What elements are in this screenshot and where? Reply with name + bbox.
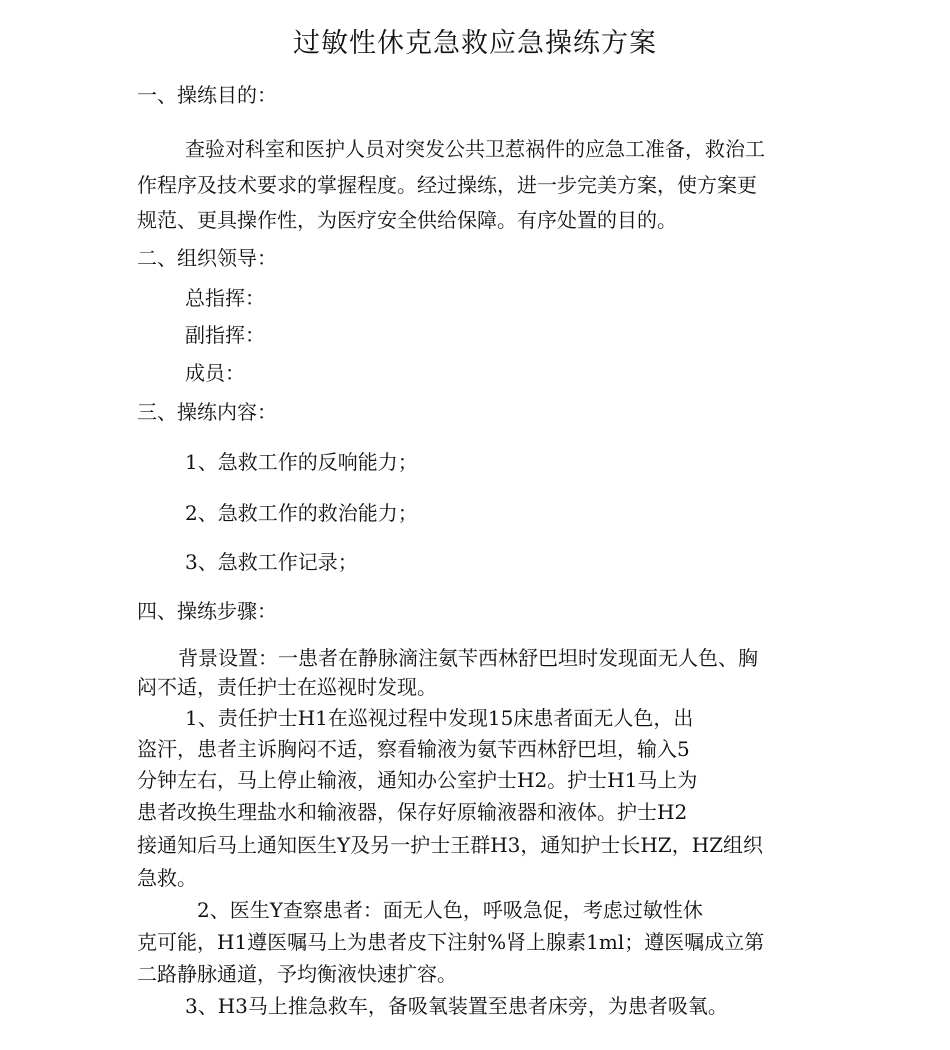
document-title: 过敏性休克急救应急操练方案 (293, 28, 657, 59)
content-item-2: 2、急救工作的救治能力； (185, 501, 418, 525)
background-setting-line: 闷不适，责任护士在巡视时发现。 (137, 675, 437, 699)
step-3-line: 3、H3马上推急救车，备吸氧装置至患者床旁，为患者吸氧。 (185, 994, 728, 1018)
step-2-line: 2、医生Y查察患者：面无人色，呼吸急促，考虑过敏性休 (197, 898, 703, 922)
content-item-3: 3、急救工作记录； (185, 550, 358, 574)
step-1-line: 分钟左右，马上停止输液，通知办公室护士H2。护士H1马上为 (137, 768, 698, 792)
step-1-line: 患者改换生理盐水和输液器，保存好原输液器和液体。护士H2 (137, 800, 688, 824)
section-1-paragraph-line: 规范、更具操作性，为医疗安全供给保障。有序处置的目的。 (137, 208, 677, 232)
section-1-paragraph-line: 查验对科室和医护人员对突发公共卫惹祸件的应急工准备，救治工 (185, 137, 765, 161)
vice-commander-label: 副指挥： (185, 323, 265, 347)
members-label: 成员： (185, 361, 245, 385)
step-2-line: 二路静脉通道，予均衡液快速扩容。 (137, 962, 457, 986)
section-1-heading: 一、操练目的： (137, 83, 277, 107)
section-2-heading: 二、组织领导： (137, 246, 277, 270)
step-1-line: 盗汗，患者主诉胸闷不适，察看输液为氨苄西林舒巴坦，输入5 (137, 737, 690, 761)
step-1-line: 接通知后马上通知医生Y及另一护士王群H3，通知护士长HZ，HZ组织 (137, 833, 764, 857)
section-4-heading: 四、操练步骤： (137, 599, 277, 623)
commander-label: 总指挥： (185, 286, 265, 310)
step-1-line: 1、责任护士H1在巡视过程中发现15床患者面无人色，出 (185, 706, 694, 730)
step-1-line: 急救。 (137, 866, 197, 890)
section-1-paragraph-line: 作程序及技术要求的掌握程度。经过操练，进一步完美方案，使方案更 (137, 173, 757, 197)
background-setting-line: 背景设置：一患者在静脉滴注氨苄西林舒巴坦时发现面无人色、胸 (178, 646, 758, 670)
section-3-heading: 三、操练内容： (137, 400, 277, 424)
content-item-1: 1、急救工作的反响能力； (185, 450, 418, 474)
step-2-line: 克可能，H1遵医嘱马上为患者皮下注射%肾上腺素1ml；遵医嘱成立第 (137, 930, 765, 954)
